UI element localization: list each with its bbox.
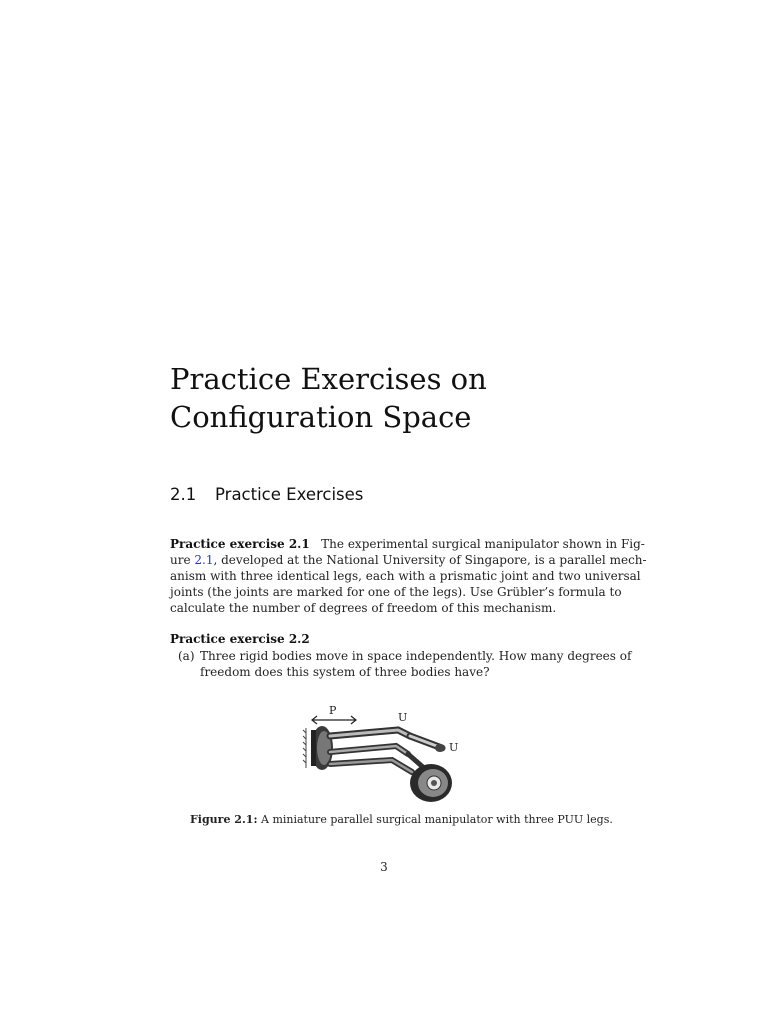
section-heading [170, 485, 363, 504]
exercise-2-1-line-1 [170, 536, 645, 552]
practice-exercise-2-1 [170, 536, 647, 616]
chapter-title [170, 360, 630, 436]
label-u-2: U [449, 741, 459, 754]
chapter-title-line-2: Configuration Space [170, 400, 472, 434]
caption-text: A miniature parallel surgical manipulator with three PUU legs. [261, 813, 613, 826]
chapter-title-line-1: Practice Exercises on [170, 362, 487, 396]
exercise-2-1-line-3: anism with three identical legs, each with a prismatic joint and two universal [170, 569, 641, 583]
exercise-2-1-text-2b: , developed at the National University of Singapore, is a parallel mech- [213, 553, 647, 567]
exercise-2-1-text-2a: ure [170, 553, 191, 567]
section-number: 2.1 [170, 485, 197, 504]
platform [410, 744, 452, 802]
surgical-manipulator-figure [300, 702, 470, 807]
exercise-2-2-item-a [178, 648, 632, 680]
figure-caption [190, 813, 613, 826]
exercise-2-2-label: Practice exercise 2.2 [170, 632, 310, 646]
prismatic-arrow [312, 716, 356, 724]
exercise-2-1-line-4: joints (the joints are marked for one of the legs). Use Grübler’s formula to [170, 585, 622, 599]
item-a-marker: (a) [178, 649, 195, 663]
exercise-2-1-line-5: calculate the number of degrees of freedom of this mechanism. [170, 601, 557, 615]
exercise-2-1-text-1: The experimental surgical manipulator shown in Fig- [321, 537, 645, 551]
item-a-line-2: freedom does this system of three bodies have? [200, 665, 490, 679]
section-title: Practice Exercises [215, 485, 364, 504]
caption-label: Figure 2.1: [190, 813, 258, 826]
page-number: 3 [380, 860, 388, 874]
figure-2-1-link[interactable]: 2.1 [194, 553, 214, 567]
label-u-1: U [398, 711, 408, 724]
item-a-line-1: Three rigid bodies move in space independently. How many degrees of [200, 649, 632, 663]
item-a-body [200, 648, 632, 680]
exercise-2-1-label: Practice exercise 2.1 [170, 537, 310, 551]
exercise-2-1-line-2 [170, 552, 647, 568]
base-wall [303, 728, 306, 768]
label-p: P [329, 704, 337, 717]
